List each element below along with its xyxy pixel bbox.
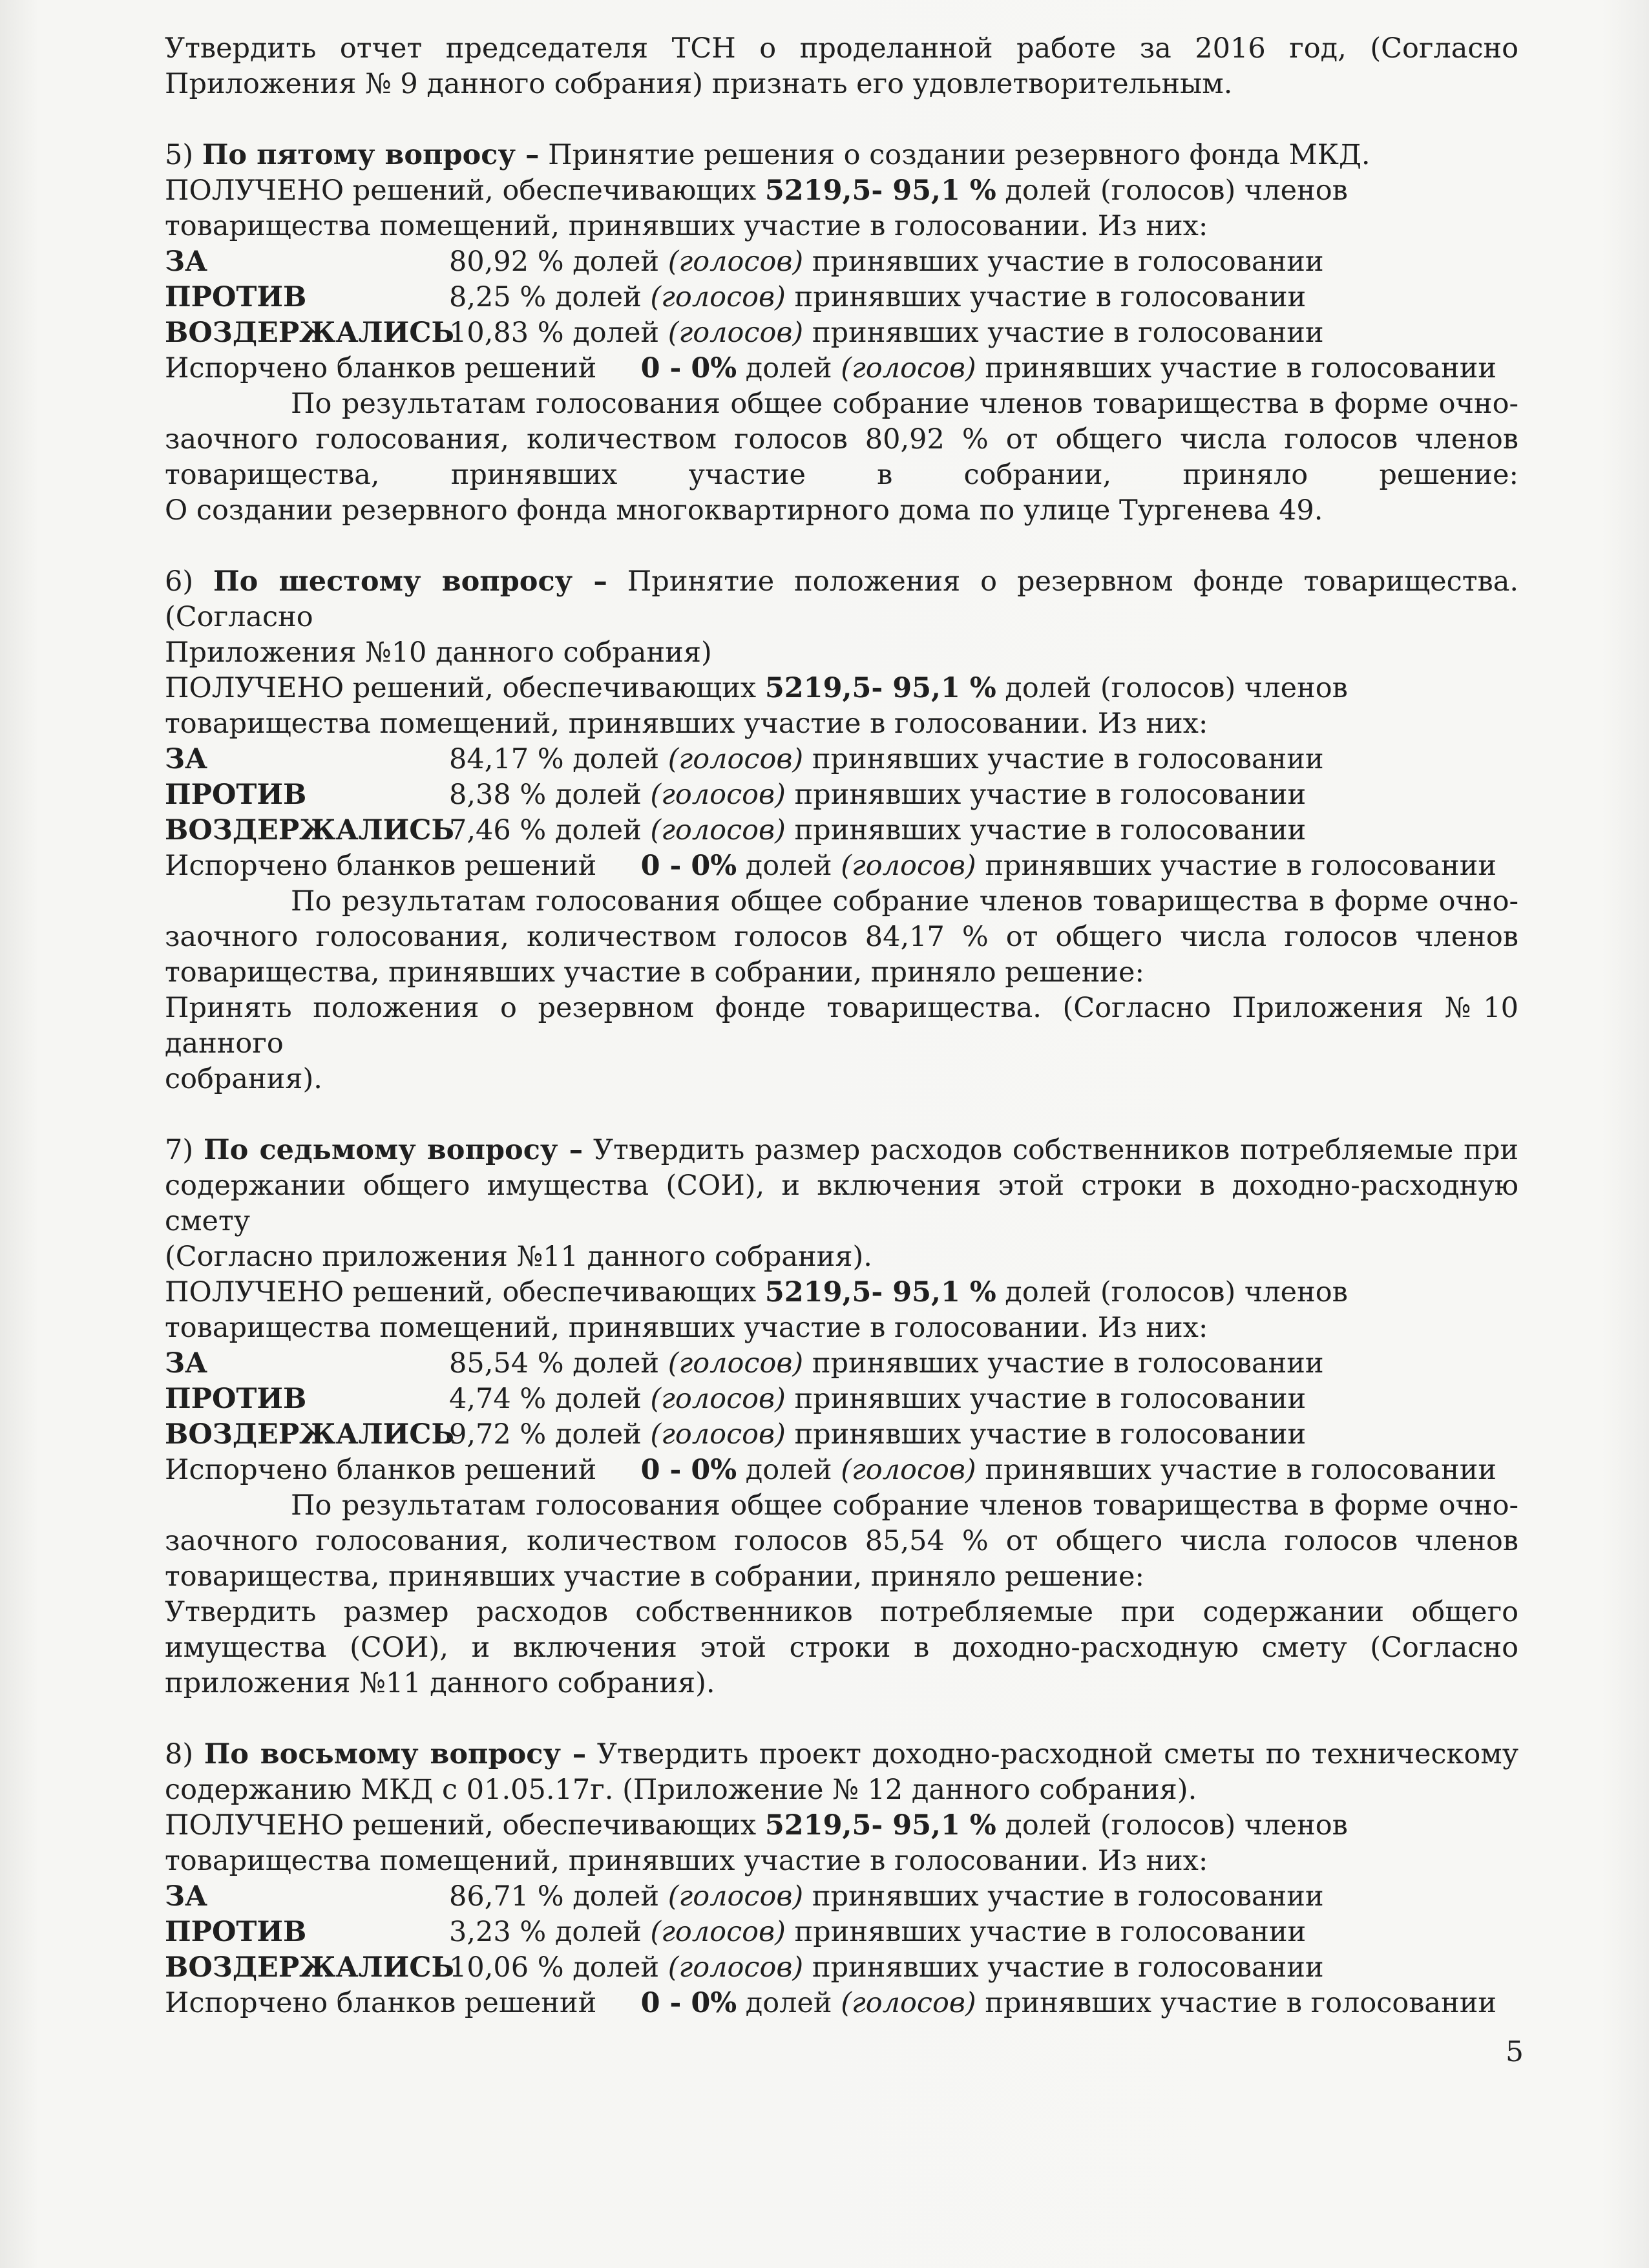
page-number: 5 (1506, 2035, 1524, 2068)
intro-line: Приложения № 9 данного собрания) признать его удовлетворительным. (165, 68, 1233, 100)
received-line: товарищества помещений, принявших участие в голосовании. Из них: (165, 210, 1208, 242)
question-8-section (165, 1737, 1518, 2021)
received-line: ПОЛУЧЕНО решений, обеспечивающих 5219,5- 95,1 % долей (голосов) членов (165, 1809, 1348, 1842)
decision-line: О создании резервного фонда многоквартирного дома по улице Тургенева 49. (165, 494, 1323, 527)
result-line: заочного голосования, количеством голосов 85,54 % от общего числа голосов членов (165, 1525, 1518, 1557)
decision-line: Принять положения о резервном фонде товарищества. (Согласно Приложения №10 данного (165, 992, 1518, 1060)
decision-line: имущества (СОИ), и включения этой строки в доходно-расходную смету (Согласно (165, 1632, 1518, 1664)
result-line: заочного голосования, количеством голосов 80,92 % от общего числа голосов членов (165, 423, 1518, 456)
received-line: товарищества помещений, принявших участие в голосовании. Из них: (165, 1312, 1208, 1344)
received-line: ПОЛУЧЕНО решений, обеспечивающих 5219,5- 95,1 % долей (голосов) членов (165, 174, 1348, 207)
vote-abstain-row: ВОЗДЕРЖАЛИСЬ 10,83 % долей (голосов) принявших участие в голосовании (165, 317, 1324, 349)
question-6-title: 6) По шестому вопросу – Принятие положения о резервном фонде товарищества. (Согласно (165, 565, 1519, 633)
vote-against-row: ПРОТИВ 8,38 % долей (голосов) принявших участие в голосовании (165, 779, 1307, 811)
received-line: товарищества помещений, принявших участие в голосовании. Из них: (165, 1845, 1208, 1877)
question-7-section (165, 1133, 1518, 1701)
question-5-title: 5) По пятому вопросу – Принятие решения о создании резервного фонда МКД. (165, 139, 1371, 171)
vote-against-row: ПРОТИВ 8,25 % долей (голосов) принявших участие в голосовании (165, 281, 1307, 313)
vote-abstain-row: ВОЗДЕРЖАЛИСЬ 7,46 % долей (голосов) принявших участие в голосовании (165, 814, 1307, 846)
spoiled-ballots-row: Испорчено бланков решений 0 - 0% долей (голосов) принявших участие в голосовании (165, 850, 1497, 882)
vote-abstain-row: ВОЗДЕРЖАЛИСЬ 9,72 % долей (голосов) принявших участие в голосовании (165, 1418, 1307, 1451)
received-line: товарищества помещений, принявших участие в голосовании. Из них: (165, 708, 1208, 740)
intro-line: Утвердить отчет председателя ТСН о проделанной работе за 2016 год, (Согласно (165, 32, 1518, 65)
received-line: ПОЛУЧЕНО решений, обеспечивающих 5219,5- 95,1 % долей (голосов) членов (165, 1276, 1348, 1308)
vote-abstain-row: ВОЗДЕРЖАЛИСЬ 10,06 % долей (голосов) принявших участие в голосовании (165, 1951, 1324, 1984)
result-line: По результатам голосования общее собрание членов товарищества в форме очно- (291, 388, 1518, 420)
result-line: товарищества, принявших участие в собрании, приняло решение: (165, 1560, 1144, 1593)
vote-for-row: ЗА 85,54 % долей (голосов) принявших участие в голосовании (165, 1347, 1324, 1380)
vote-for-row: ЗА 84,17 % долей (голосов) принявших участие в голосовании (165, 743, 1324, 775)
vote-against-row: ПРОТИВ 3,23 % долей (голосов) принявших участие в голосовании (165, 1916, 1307, 1948)
spoiled-ballots-row: Испорчено бланков решений 0 - 0% долей (голосов) принявших участие в голосовании (165, 1454, 1497, 1486)
result-line: По результатам голосования общее собрание членов товарищества в форме очно- (291, 885, 1518, 918)
result-line: товарищества, принявших участие в собрании, приняло решение: (165, 459, 1518, 491)
decision-line: Утвердить размер расходов собственников потребляемые при содержании общего (165, 1596, 1518, 1628)
result-line: товарищества, принявших участие в собрании, приняло решение: (165, 956, 1144, 989)
question-6-title-cont: Приложения №10 данного собрания) (165, 636, 712, 669)
question-7-title-cont: содержании общего имущества (СОИ), и включения этой строки в доходно-расходную смету (165, 1170, 1518, 1237)
vote-for-row: ЗА 80,92 % долей (голосов) принявших участие в голосовании (165, 246, 1324, 278)
question-8-title-cont: содержанию МКД с 01.05.17г. (Приложение № 12 данного собрания). (165, 1774, 1197, 1806)
question-5-section (165, 138, 1518, 529)
decision-line: приложения №11 данного собрания). (165, 1667, 715, 1699)
question-7-title: 7) По седьмому вопросу – Утвердить размер расходов собственников потребляемые при (165, 1134, 1518, 1166)
question-8-title: 8) По восьмому вопросу – Утвердить проект доходно-расходной сметы по техническому (165, 1738, 1519, 1770)
spoiled-ballots-row: Испорчено бланков решений 0 - 0% долей (голосов) принявших участие в голосовании (165, 1987, 1497, 2019)
vote-against-row: ПРОТИВ 4,74 % долей (голосов) принявших участие в голосовании (165, 1383, 1307, 1415)
question-6-section (165, 564, 1518, 1097)
document-body (165, 31, 1518, 2021)
question-7-title-cont: (Согласно приложения №11 данного собрания). (165, 1241, 872, 1273)
spoiled-ballots-row: Испорчено бланков решений 0 - 0% долей (голосов) принявших участие в голосовании (165, 352, 1497, 384)
result-line: заочного голосования, количеством голосов 84,17 % от общего числа голосов членов (165, 921, 1518, 953)
received-line: ПОЛУЧЕНО решений, обеспечивающих 5219,5- 95,1 % долей (голосов) членов (165, 672, 1348, 704)
vote-for-row: ЗА 86,71 % долей (голосов) принявших участие в голосовании (165, 1880, 1324, 1913)
result-line: По результатам голосования общее собрание членов товарищества в форме очно- (291, 1489, 1518, 1522)
decision-line: собрания). (165, 1063, 322, 1095)
